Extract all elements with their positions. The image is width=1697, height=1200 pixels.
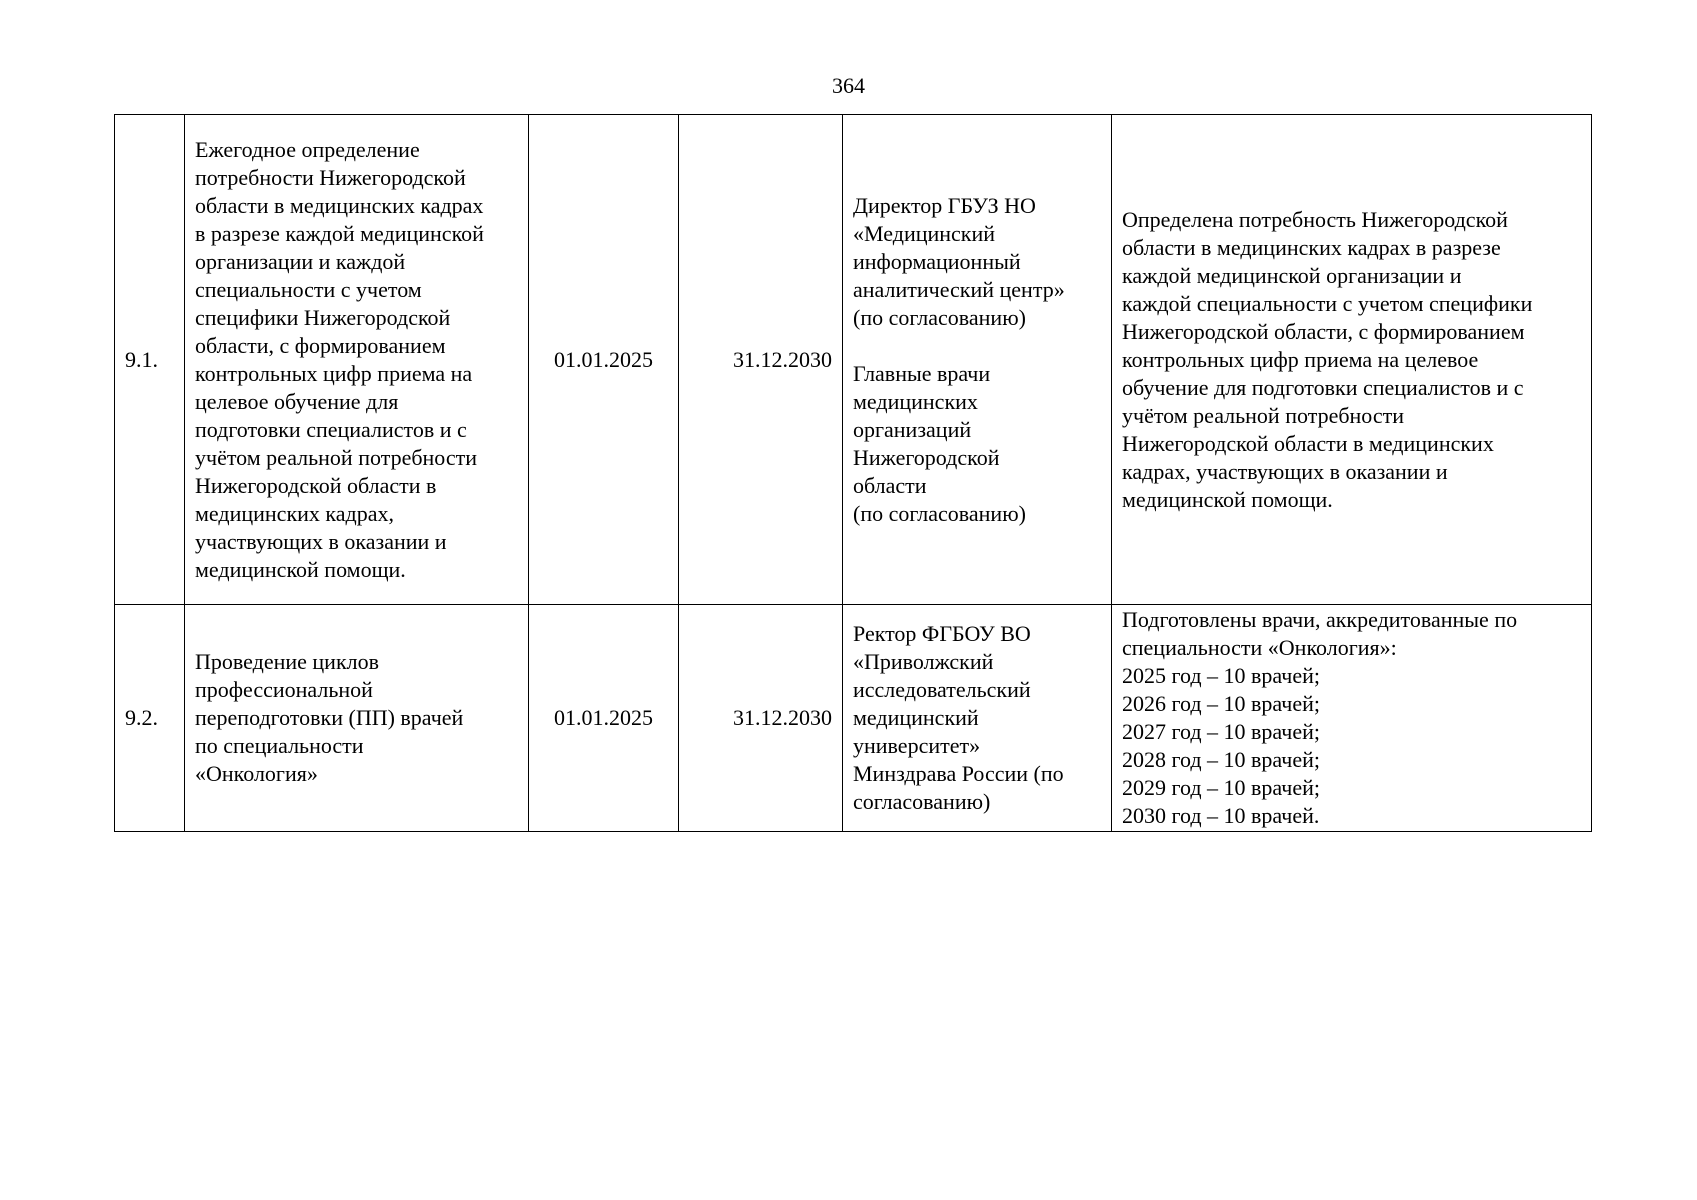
activity-line: специальности с учетом	[195, 276, 422, 302]
start-date-cell	[529, 115, 679, 605]
responsible-line: (по согласованию)	[853, 500, 1026, 526]
result-cell	[1112, 115, 1592, 605]
responsible-line: организаций	[853, 416, 972, 442]
activity-line: в разрезе каждой медицинской	[195, 220, 484, 246]
start-date: 01.01.2025	[554, 346, 653, 372]
responsible-cell	[843, 605, 1112, 832]
responsible-line: исследовательский	[853, 677, 1031, 702]
result-line: обучение для подготовки специалистов и с	[1122, 374, 1524, 400]
activity-line: области, с формированием	[195, 332, 446, 358]
table-row	[115, 115, 1592, 605]
result-line: Нижегородской области в медицинских	[1122, 430, 1494, 456]
start-date-cell	[529, 605, 679, 832]
activity-line: «Онкология»	[195, 761, 318, 786]
end-date-cell	[679, 115, 843, 605]
activity-line: переподготовки (ПП) врачей	[195, 705, 464, 730]
activity-line: медицинской помощи.	[195, 556, 406, 582]
page-number: 364	[832, 73, 865, 98]
activity-line: профессиональной	[195, 677, 373, 702]
end-date-cell	[679, 605, 843, 832]
responsible-line: Нижегородской	[853, 444, 1000, 470]
responsible-line: области	[853, 472, 927, 498]
responsible-cell	[843, 115, 1112, 605]
activity-line: контрольных цифр приема на	[195, 360, 473, 386]
activity-line: подготовки специалистов и с	[195, 416, 467, 442]
responsible-line: медицинских	[853, 388, 978, 414]
activity-line: учётом реальной потребности	[195, 444, 478, 470]
result-line: каждой специальности с учетом специфики	[1122, 290, 1533, 316]
activity-line: медицинских кадрах,	[195, 500, 394, 526]
end-date: 31.12.2030	[733, 346, 832, 372]
responsible-line: университет»	[853, 733, 981, 758]
activity-line: Ежегодное определение	[195, 136, 420, 162]
result-line: медицинской помощи.	[1122, 486, 1333, 512]
result-line: Подготовлены врачи, аккредитованные по	[1122, 607, 1518, 632]
responsible-line: «Медицинский	[853, 220, 996, 246]
responsible-line: Минздрава России (по	[853, 761, 1064, 786]
result-line: области в медицинских кадрах в разрезе	[1122, 234, 1501, 260]
activity-line: области в медицинских кадрах	[195, 192, 484, 218]
result-line: 2030 год – 10 врачей.	[1122, 803, 1320, 828]
paragraph-gap	[853, 332, 1101, 360]
row-number: 9.2.	[125, 705, 158, 730]
activity-line: по специальности	[195, 733, 364, 758]
activity-cell	[185, 115, 529, 605]
result-line: Определена потребность Нижегородской	[1122, 206, 1508, 232]
result-cell	[1112, 605, 1592, 832]
responsible-line: «Приволжский	[853, 649, 994, 674]
responsible-line: медицинский	[853, 705, 979, 730]
activity-line: специфики Нижегородской	[195, 304, 451, 330]
responsible-line: Ректор ФГБОУ ВО	[853, 621, 1031, 646]
result-line: 2027 год – 10 врачей;	[1122, 719, 1321, 744]
table-row	[115, 605, 1592, 832]
start-date: 01.01.2025	[554, 705, 653, 730]
result-line: каждой медицинской организации и	[1122, 262, 1462, 288]
result-line: учётом реальной потребности	[1122, 402, 1405, 428]
activity-line: Нижегородской области в	[195, 472, 437, 498]
responsible-line: аналитический центр»	[853, 276, 1065, 302]
activity-line: Проведение циклов	[195, 649, 379, 674]
row-number: 9.1.	[125, 346, 158, 372]
row-number-cell	[115, 115, 185, 605]
responsible-line: информационный	[853, 248, 1021, 274]
row-number-cell	[115, 605, 185, 832]
activity-line: участвующих в оказании и	[195, 528, 447, 554]
result-line: 2028 год – 10 врачей;	[1122, 747, 1321, 772]
activity-line: потребности Нижегородской	[195, 164, 466, 190]
activity-line: организации и каждой	[195, 248, 406, 274]
responsible-line: Главные врачи	[853, 360, 991, 386]
responsible-line: согласованию)	[853, 789, 991, 814]
activity-plan-table	[114, 114, 1592, 832]
responsible-line: (по согласованию)	[853, 304, 1026, 330]
result-line: специальности «Онкология»:	[1122, 635, 1397, 660]
result-line: кадрах, участвующих в оказании и	[1122, 458, 1448, 484]
activity-cell	[185, 605, 529, 832]
activity-line: целевое обучение для	[195, 388, 399, 414]
result-line: контрольных цифр приема на целевое	[1122, 346, 1479, 372]
result-line: 2026 год – 10 врачей;	[1122, 691, 1321, 716]
result-line: Нижегородской области, с формированием	[1122, 318, 1525, 344]
end-date: 31.12.2030	[733, 705, 832, 730]
responsible-line: Директор ГБУЗ НО	[853, 192, 1036, 218]
result-line: 2025 год – 10 врачей;	[1122, 663, 1321, 688]
result-line: 2029 год – 10 врачей;	[1122, 775, 1321, 800]
